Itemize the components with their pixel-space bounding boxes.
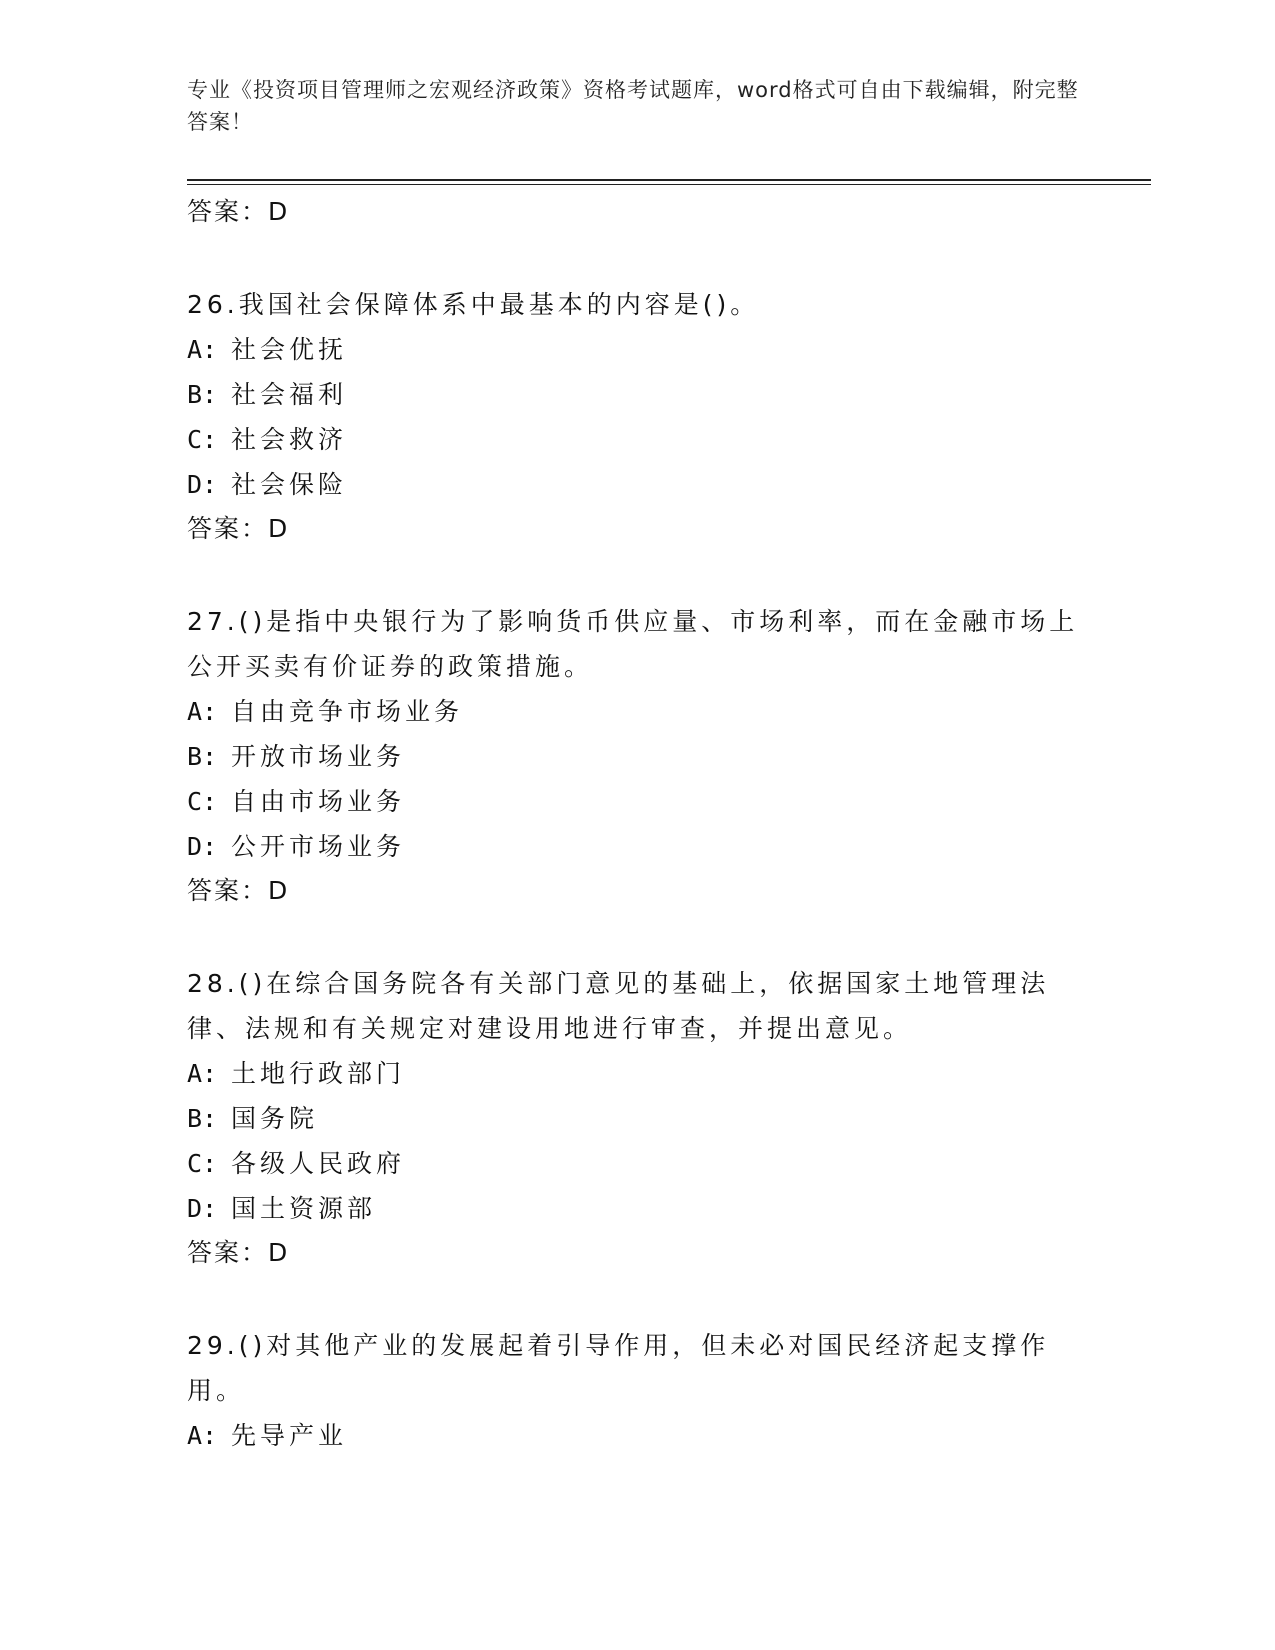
option-letter: A: [187, 697, 218, 726]
option-item [187, 689, 1087, 734]
spacer [187, 913, 1087, 961]
option-text: 国土资源部 [231, 1194, 377, 1223]
option-letter: D: [187, 470, 218, 499]
question-block [187, 1323, 1087, 1458]
question-stem: 26.我国社会保障体系中最基本的内容是()。 [187, 290, 760, 319]
option-text: 各级人民政府 [231, 1149, 406, 1178]
question-stem: 27.()是指中央银行为了影响货币供应量、市场利率，而在金融市场上公开买卖有价证券的政策措施。 [187, 607, 1079, 681]
option-text: 社会优抚 [231, 335, 348, 364]
header-divider-thin [187, 184, 1151, 185]
header-divider-thick [187, 179, 1151, 181]
option-letter: A: [187, 1421, 218, 1450]
option-text: 社会救济 [231, 425, 348, 454]
option-item [187, 1096, 1087, 1141]
option-letter: C: [187, 425, 218, 454]
option-letter: C: [187, 787, 218, 816]
option-letter: B: [187, 1104, 218, 1133]
option-text: 国务院 [231, 1104, 319, 1133]
question-stem: 28.()在综合国务院各有关部门意见的基础上，依据国家土地管理法律、法规和有关规定对建设用地进行审查，并提出意见。 [187, 969, 1050, 1043]
option-text: 公开市场业务 [231, 832, 406, 861]
option-text: 自由市场业务 [231, 787, 406, 816]
option-item [187, 1186, 1087, 1231]
question-block [187, 282, 1087, 551]
option-item [187, 417, 1087, 462]
option-item [187, 824, 1087, 869]
option-letter: B: [187, 380, 218, 409]
option-item [187, 779, 1087, 824]
option-letter: D: [187, 1194, 218, 1223]
answer-line: 答案：D [187, 876, 290, 905]
option-text: 先导产业 [231, 1421, 348, 1450]
option-text: 社会保险 [231, 470, 348, 499]
option-text: 土地行政部门 [231, 1059, 406, 1088]
answer-line: 答案：D [187, 514, 290, 543]
question-block [187, 961, 1087, 1275]
question-list [187, 190, 1087, 1458]
option-letter: A: [187, 1059, 218, 1088]
question-stem: 29.()对其他产业的发展起着引导作用，但未必对国民经济起支撑作用。 [187, 1331, 1050, 1405]
document-header: 专业《投资项目管理师之宏观经济政策》资格考试题库，word格式可自由下载编辑，附完整答案！ [187, 78, 1079, 134]
option-letter: B: [187, 742, 218, 771]
answer-line: 答案：D [187, 197, 290, 226]
spacer [187, 234, 1087, 282]
option-item [187, 1413, 1087, 1458]
option-item [187, 327, 1087, 372]
option-text: 开放市场业务 [231, 742, 406, 771]
option-letter: D: [187, 832, 218, 861]
option-item [187, 1141, 1087, 1186]
option-item [187, 1051, 1087, 1096]
option-item [187, 734, 1087, 779]
option-letter: A: [187, 335, 218, 364]
option-item [187, 372, 1087, 417]
answer-line: 答案：D [187, 1238, 290, 1267]
spacer [187, 1275, 1087, 1323]
option-item [187, 462, 1087, 507]
option-letter: C: [187, 1149, 218, 1178]
spacer [187, 551, 1087, 599]
option-text: 自由竞争市场业务 [231, 697, 464, 726]
option-text: 社会福利 [231, 380, 348, 409]
question-block [187, 599, 1087, 913]
